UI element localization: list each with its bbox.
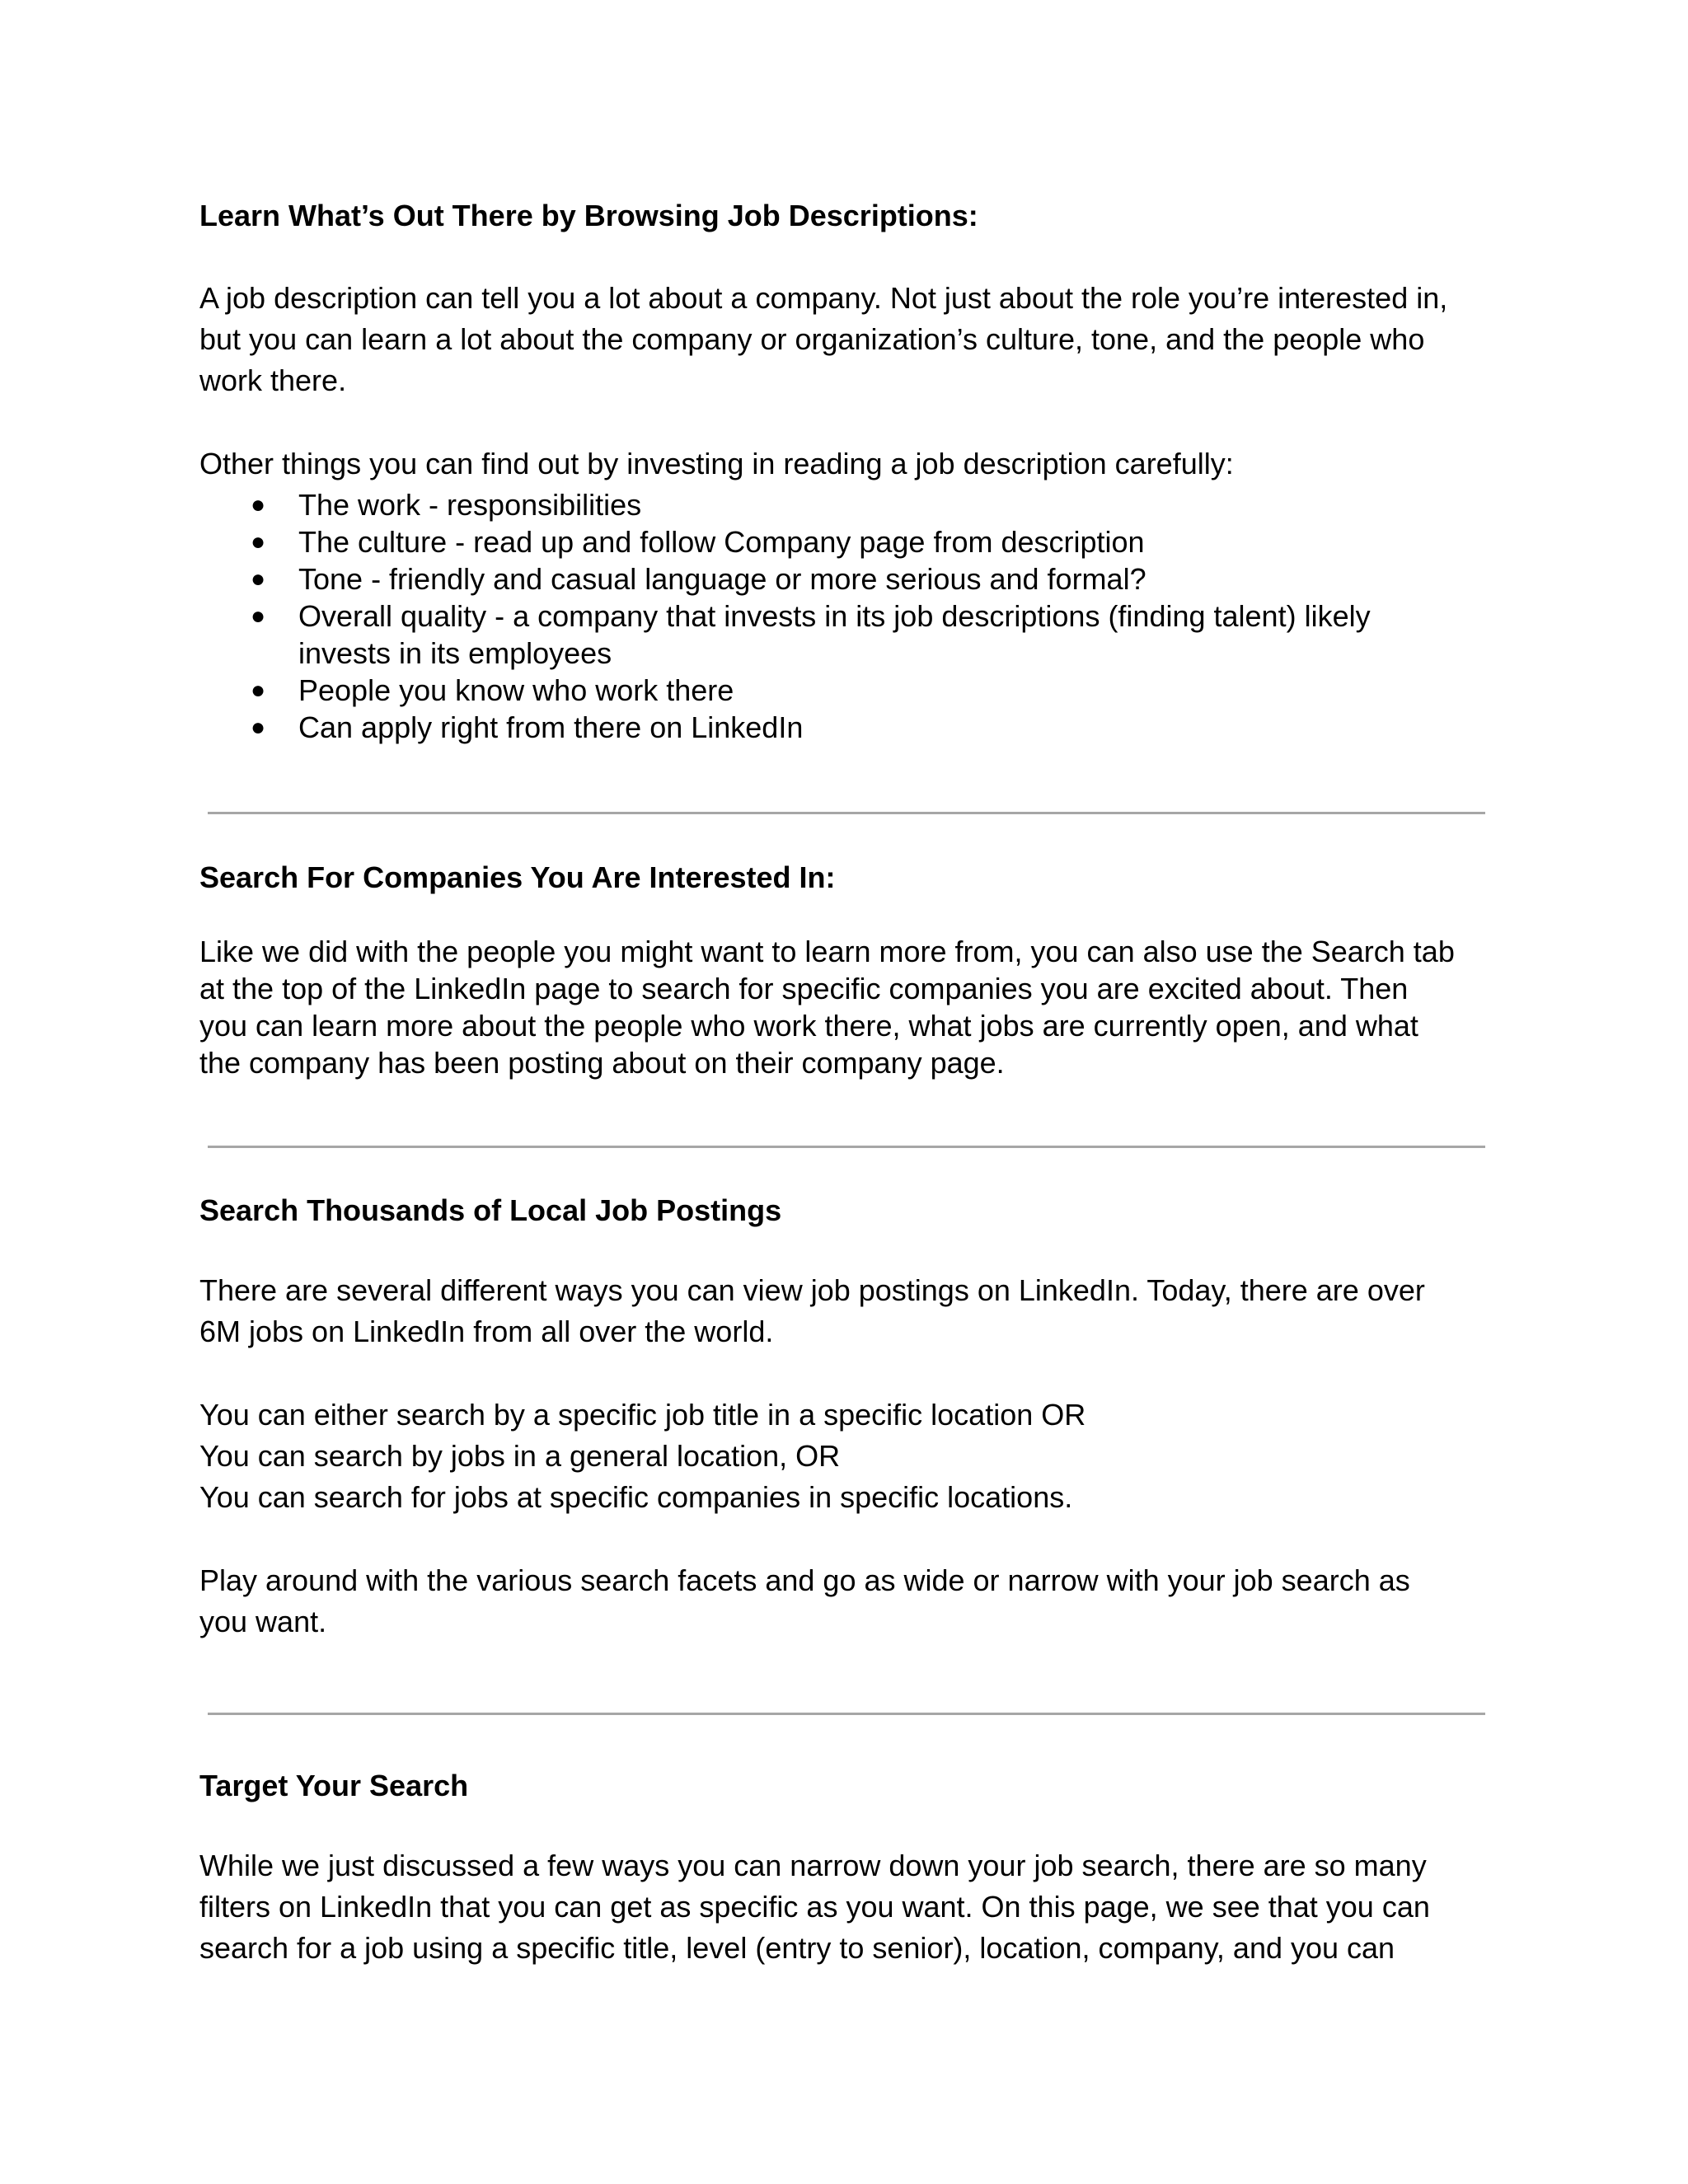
intro-line: but you can learn a lot about the company or organization’s culture, tone, and the people who [199, 322, 1425, 356]
paragraph-line: 6M jobs on LinkedIn from all over the world. [199, 1315, 774, 1348]
section-local-job-postings [199, 1193, 1485, 1229]
list-item-text: invests in its employees [298, 636, 612, 670]
paragraph-line: While we just discussed a few ways you can narrow down your job search, there are so many [199, 1849, 1427, 1882]
list-item-continuation [199, 635, 1485, 672]
paragraph-line: you want. [199, 1605, 327, 1638]
paragraph-line: the company has been posting about on their company page. [199, 1046, 1005, 1080]
list-item [199, 672, 1485, 709]
paragraph-line: You can either search by a specific job title in a specific location OR [199, 1398, 1086, 1432]
bullet-icon: ● [251, 677, 266, 704]
list-item-text: People you know who work there [298, 673, 734, 707]
list-item-text: Can apply right from there on LinkedIn [298, 710, 804, 744]
search-companies-paragraph [199, 933, 1485, 1081]
bullet-icon: ● [251, 528, 266, 555]
bullet-list-block [199, 486, 1485, 746]
list-item-text: The culture - read up and follow Company page from description [298, 525, 1145, 559]
list-item [199, 598, 1485, 635]
heading-local-job-postings: Search Thousands of Local Job Postings [199, 1193, 782, 1227]
intro-paragraph [199, 278, 1485, 401]
list-intro: Other things you can find out by investing in reading a job description carefully: [199, 447, 1234, 480]
list-item [199, 709, 1485, 746]
section-browse-job-descriptions [199, 198, 1485, 234]
section-divider [208, 1146, 1485, 1148]
bullet-icon: ● [251, 491, 266, 518]
section-search-companies [199, 860, 1485, 896]
section-divider [208, 812, 1485, 814]
intro-line: A job description can tell you a lot about a company. Not just about the role you’re interested in, [199, 281, 1448, 315]
heading-target-search: Target Your Search [199, 1769, 469, 1802]
paragraph-line: You can search for jobs at specific companies in specific locations. [199, 1480, 1073, 1514]
paragraph-line: at the top of the LinkedIn page to search for specific companies you are excited about. Then [199, 972, 1409, 1005]
paragraph-line: search for a job using a specific title, level (entry to senior), location, company, and you can [199, 1931, 1395, 1965]
list-item [199, 486, 1485, 523]
paragraph-line: you can learn more about the people who work there, what jobs are currently open, and what [199, 1009, 1418, 1043]
paragraph-line: Like we did with the people you might want to learn more from, you can also use the Search tab [199, 935, 1455, 968]
intro-line: work there. [199, 363, 347, 397]
section-divider [208, 1713, 1485, 1715]
heading-browse-job-descriptions: Learn What’s Out There by Browsing Job Descriptions: [199, 199, 978, 232]
list-item-text: The work - responsibilities [298, 488, 642, 522]
bullet-icon: ● [251, 565, 266, 593]
paragraph-line: filters on LinkedIn that you can get as specific as you want. On this page, we see that you can [199, 1890, 1430, 1924]
target-search-paragraph [199, 1845, 1485, 1969]
list-item [199, 560, 1485, 598]
paragraph-line: There are several different ways you can view job postings on LinkedIn. Today, there are over [199, 1273, 1425, 1307]
list-intro-block [199, 443, 1485, 485]
paragraph-line: You can search by jobs in a general location, OR [199, 1439, 841, 1473]
list-item [199, 523, 1485, 560]
list-item-text: Overall quality - a company that invests in its job descriptions (finding talent) likely [298, 599, 1371, 633]
job-postings-paragraph-2 [199, 1394, 1485, 1518]
job-postings-paragraph-1 [199, 1270, 1485, 1352]
bullet-list [199, 486, 1485, 746]
section-target-search [199, 1768, 1485, 1804]
heading-search-companies: Search For Companies You Are Interested In: [199, 860, 836, 894]
list-item-text: Tone - friendly and casual language or more serious and formal? [298, 562, 1146, 596]
bullet-icon: ● [251, 602, 266, 630]
bullet-icon: ● [251, 714, 266, 741]
paragraph-line: Play around with the various search facets and go as wide or narrow with your job search as [199, 1563, 1410, 1597]
job-postings-paragraph-3 [199, 1560, 1485, 1643]
